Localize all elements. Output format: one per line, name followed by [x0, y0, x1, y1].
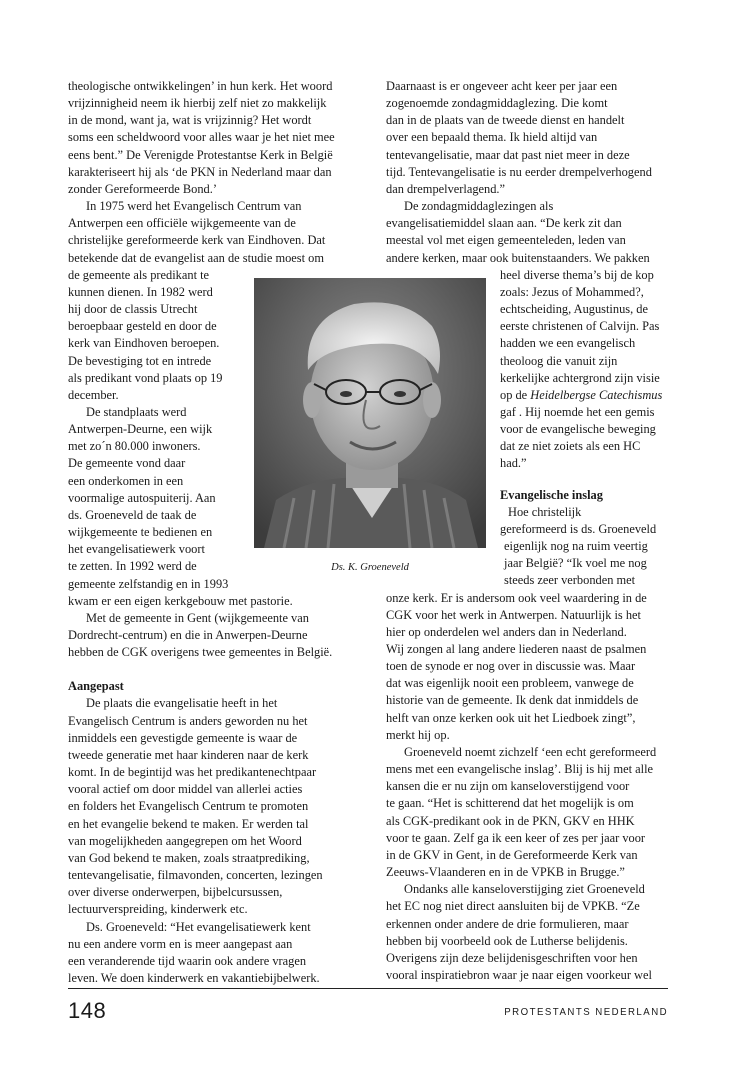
- footer-rule: [68, 988, 668, 989]
- text-line: en het evangelie bekend te maken. Er werden tal: [68, 816, 309, 831]
- text-line: betekende dat de evangelist aan de studie moest om: [68, 250, 324, 265]
- text-line: Dordrecht-centrum) en die in Anwerpen-Deurne: [68, 628, 308, 642]
- text-line: kansen die er nu zijn om kanseloverstijgend voor: [386, 779, 630, 794]
- text-line: van God bekend te maken, zoals straatprediking,: [68, 850, 310, 865]
- text-line: eerste christenen of Calvijn. Pas: [500, 319, 660, 334]
- text-line: Ondanks alle kanseloverstijging ziet Groeneveld: [404, 882, 645, 897]
- text-line: tijd. Tentevangelisatie is nu eerder drempelverhogend: [386, 164, 652, 179]
- journal-name: PROTESTANTS NEDERLAND: [504, 1006, 668, 1018]
- text-line: onze kerk. Er is andersom ook veel waardering in de: [386, 590, 647, 605]
- text-line: zonder Gereformeerde Bond.’: [68, 181, 217, 196]
- text-line: tentevangelisatie, maar dat past niet meer in deze: [386, 147, 630, 162]
- text-line: vooral actief om door middel van allerlei acties: [68, 782, 303, 797]
- text-line: Daarnaast is er ongeveer acht keer per jaar een: [386, 79, 618, 93]
- text-line: mens met een evangelische inslag’. Blij is hij met alle: [386, 762, 654, 777]
- text-line: ds. Groeneveld de taak de: [68, 507, 197, 522]
- text-line: De gemeente vond daar: [68, 456, 186, 471]
- text-line: Evangelisch Centrum is anders geworden nu het: [68, 713, 308, 728]
- text-line: soms een scheldwoord voor alles waar je het niet mee: [68, 130, 335, 145]
- italic-title: Heidelbergse Catechismus: [530, 387, 663, 402]
- text-line: merkt hij op.: [386, 727, 450, 742]
- text-line: had.”: [500, 456, 527, 471]
- text-line: Zeeuws-Vlaanderen en in de VPKB in Brugge.”: [386, 865, 625, 880]
- text-line: meestal vol met eigen gemeenteleden, leden van: [386, 233, 626, 248]
- text-line: CGK voor het werk in Antwerpen. Natuurlijk is het: [386, 607, 641, 622]
- text-line: zogenoemde zondagmiddaglezing. Die komt: [386, 96, 608, 111]
- text-line: hij door de classis Utrecht: [68, 302, 198, 317]
- text-line: historie van de gemeente. Ik denk dat inmiddels de: [386, 693, 639, 708]
- text-line: met zo´n 80.000 inwoners.: [68, 439, 201, 454]
- portrait-image: [254, 278, 486, 548]
- text-line: kwam er een eigen kerkgebouw met pastorie.: [68, 593, 293, 608]
- text-line: De standplaats werd: [86, 404, 187, 419]
- text-line: gereformeerd is ds. Groeneveld: [500, 521, 657, 536]
- section-heading: Aangepast: [68, 679, 124, 694]
- text-line: Wij zongen al lang andere liederen naast de psalmen: [386, 642, 647, 656]
- text-line: karakteriseert hij als ‘de PKN in Nederland maar dan: [68, 164, 332, 179]
- text-line: over diverse onderwerpen, bijbelcursussen,: [68, 885, 283, 900]
- text-line: theologische ontwikkelingen’ in hun kerk. Het woord: [68, 79, 333, 93]
- text-line: Groeneveld noemt zichzelf ‘een echt gereformeerd: [404, 744, 657, 759]
- text-line: in de GKV in Gent, in de Gereformeerde Kerk van: [386, 847, 638, 862]
- text-line: steeds zeer verbonden met: [504, 573, 636, 588]
- text-line: nu een andere vorm en is meer aangepast aan: [68, 936, 293, 951]
- text-line: tweede generatie met haar kinderen naar de kerk: [68, 747, 309, 762]
- text-line: het evangelisatiewerk voort: [68, 542, 205, 557]
- text-line: dan in de plaats van de tweede dienst en handelt: [386, 113, 625, 128]
- text-line: het EC nog niet direct aansluiten bij de VPKB. “Ze: [386, 899, 640, 914]
- text-line: inmiddels een gevestigde gemeente is waar de: [68, 730, 298, 745]
- text-line: een onderkomen in een: [68, 473, 184, 488]
- section-heading: Evangelische inslag: [500, 487, 603, 502]
- text-line: tentevangelisatie, filmavonden, concerten, lezingen: [68, 868, 323, 883]
- page-number: 148: [68, 998, 107, 1023]
- text-line: hadden we een evangelisch: [500, 336, 636, 351]
- text-line: en folders het Evangelisch Centrum te promoten: [68, 799, 309, 814]
- text-line: erkennen onder andere de drie formulieren, maar: [386, 916, 629, 931]
- text-line: kerk van Eindhoven beroepen.: [68, 336, 220, 351]
- text-line: zoals: Jezus of Mohammed?,: [500, 284, 644, 299]
- text-line: dat ze niet zoiets als een HC: [500, 439, 641, 454]
- text-line: voormalige autospuiterij. Aan: [68, 490, 216, 505]
- text-line: De bevestiging tot en intrede: [68, 353, 212, 368]
- text-line: andere kerken, maar ook buitenstaanders. We pakken: [386, 250, 650, 265]
- text-line: evangelisatiemiddel slaan aan. “De kerk zit dan: [386, 216, 622, 231]
- text-line: jaar België? “Ik voel me nog: [504, 556, 647, 571]
- text-line: heel diverse thema’s bij de kop: [500, 267, 654, 282]
- text-line: In 1975 werd het Evangelisch Centrum van: [86, 199, 302, 214]
- text-line: wijkgemeente te bedienen en: [68, 525, 213, 540]
- text-line: eens bent.” De Verenigde Protestantse Kerk in België: [68, 147, 333, 162]
- text-line: van mogelijkheden aangegrepen om het Woord: [68, 833, 302, 848]
- text-line: te gaan. “Het is schitterend dat het mogelijk is om: [386, 796, 634, 811]
- text-line: theoloog die vanuit zijn: [500, 353, 618, 368]
- text-line: hebben bij voorbeeld ook de Lutherse belijdenis.: [386, 933, 628, 948]
- text-line: voor de evangelische beweging: [500, 422, 656, 437]
- text-line: hebben de CGK overigens twee gemeentes in België.: [68, 645, 333, 660]
- text-line: echtscheiding, Augustinus, de: [500, 302, 648, 317]
- text-line: eigenlijk nog na ruim veertig: [504, 539, 648, 554]
- text-line: gaf . Hij noemde het een gemis: [500, 404, 655, 419]
- text-line: te zetten. In 1992 werd de: [68, 559, 197, 574]
- text-line: Antwerpen-Deurne, een wijk: [68, 422, 213, 437]
- text-line: vrijzinnigheid neem ik hierbij zelf niet zo makkelijk: [68, 96, 327, 111]
- text-line: Ds. Groeneveld: “Het evangelisatiewerk kent: [86, 919, 311, 934]
- text-line: als CGK-predikant ook in de PKN, GKV en HHK: [386, 813, 635, 828]
- portrait-photo: [254, 278, 486, 548]
- text-line: de gemeente als predikant te: [68, 267, 210, 282]
- text-line: kunnen dienen. In 1982 werd: [68, 284, 213, 299]
- photo-caption: Ds. K. Groeneveld: [331, 562, 409, 573]
- text-line: helft van onze kerken ook uit het Liedboek zingt”,: [386, 710, 636, 725]
- text-line: lectuurverspreiding, kinderwerk etc.: [68, 902, 248, 917]
- text-line: De zondagmiddaglezingen als: [404, 199, 554, 214]
- text-line: Met de gemeente in Gent (wijkgemeente van: [86, 610, 309, 625]
- text-line: leven. We doen kinderwerk en vakantiebijbelwerk.: [68, 970, 320, 985]
- text-line: een veranderende tijd waarin ook andere vragen: [68, 953, 307, 968]
- text-line: beroepbaar gesteld en door de: [68, 319, 217, 334]
- text-line: christelijke gereformeerde kerk van Eindhoven. Dat: [68, 233, 326, 248]
- text-line: op de Heidelbergse Catechismus: [500, 387, 663, 402]
- text-line: voor te gaan. Zelf ga ik een keer of zes per jaar voor: [386, 830, 646, 845]
- text-line: vooral inspiratiebron waar je naar eigen voorkeur wel: [386, 967, 652, 982]
- text-line: Antwerpen een officiële wijkgemeente van de: [68, 216, 296, 231]
- text-line: toen de synode er nog over in discussie was. Maar: [386, 659, 636, 674]
- text-line: dat was eigenlijk nooit een probleem, vanwege de: [386, 676, 634, 691]
- text-line: Hoe christelijk: [508, 504, 582, 519]
- text-line: over een bepaald thema. Ik hield altijd van: [386, 130, 598, 145]
- text-line: in de mond, want ja, wat is vrijzinnig? Het wordt: [68, 113, 312, 128]
- text-line: gemeente zelfstandig en in 1993: [68, 576, 229, 591]
- text-line: december.: [68, 387, 119, 402]
- text-line: dan drempelverlagend.”: [386, 181, 506, 196]
- text-line: Overigens zijn deze belijdenisgeschriften voor hen: [386, 950, 638, 965]
- text-line: hier op onderdelen wel anders dan in Nederland.: [386, 624, 627, 639]
- text-line: kerkelijke achtergrond zijn visie: [500, 370, 660, 385]
- text-line: komt. In de begintijd was het predikantenechtpaar: [68, 765, 317, 780]
- text-line: De plaats die evangelisatie heeft in het: [86, 696, 278, 711]
- text-line: als predikant vond plaats op 19: [68, 370, 223, 385]
